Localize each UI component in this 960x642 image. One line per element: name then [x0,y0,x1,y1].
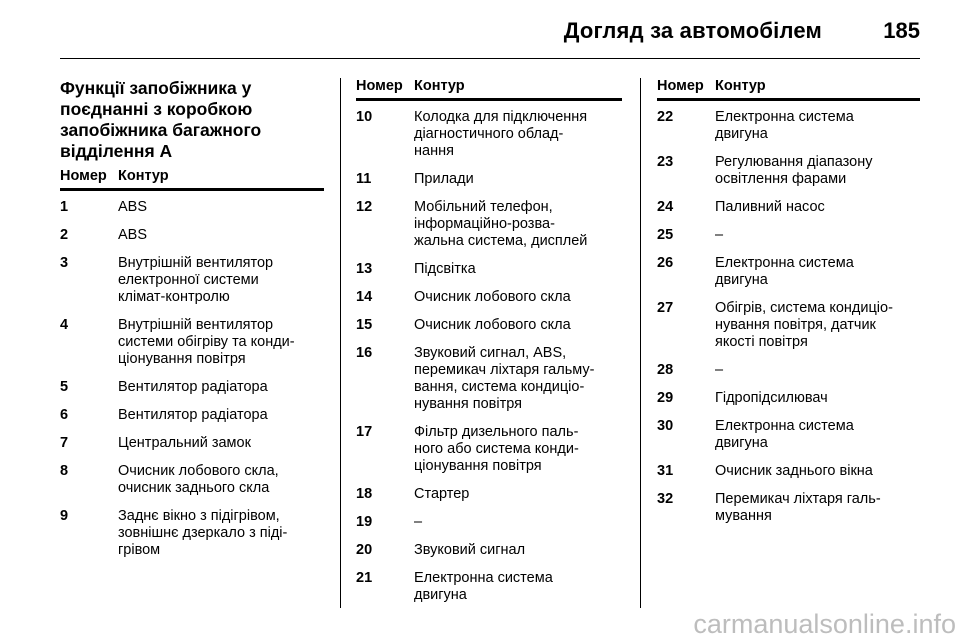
fuse-circuit: Заднє вікно з підігрівом, зовнішнє дзеркало з піді- грівом [118,508,288,558]
fuse-number: 28 [657,362,674,378]
table-row [60,508,324,559]
table-row [356,345,622,413]
fuse-number: 31 [657,463,674,479]
table-row [657,300,920,351]
fuse-circuit: Стартер [414,486,470,502]
fuse-circuit: Перемикач ліхтаря галь- мування [715,491,881,524]
fuse-number: 2 [60,227,69,243]
fuse-circuit: Вентилятор радіатора [118,407,268,423]
table-row [657,491,920,525]
fuse-circuit: Очисник лобового скла [414,317,571,333]
fuse-number: 13 [356,261,373,277]
fuse-number: 1 [60,199,69,215]
page-title: Догляд за автомобілем [563,18,822,43]
section-title: Функції запобіжника у поєднанні з коробкою запобіжника багажного відділення А [60,78,262,161]
table-row [356,109,622,160]
fuse-number: 26 [657,255,674,271]
fuse-number: 29 [657,390,674,406]
fuse-circuit: Вентилятор радіатора [118,379,268,395]
column-divider [340,78,341,608]
fuse-list [60,199,324,559]
fuse-number: 23 [657,154,674,170]
fuse-list [356,109,622,604]
table-row [356,317,622,334]
table-row [60,463,324,497]
fuse-circuit: Мобільний телефон, інформаційно-розва- жальна система, дисплей [414,199,588,249]
fuse-circuit: Гідропідсилювач [715,390,828,406]
table-row [60,379,324,396]
fuse-circuit: Електронна система двигуна [715,109,854,142]
fuse-number: 20 [356,542,373,558]
fuse-number: 15 [356,317,373,333]
header-circuit: Контур [118,168,169,184]
fuse-number: 6 [60,407,69,423]
fuse-number: 27 [657,300,674,316]
fuse-circuit: ABS [118,227,148,243]
column-1 [60,78,324,570]
fuse-number: 24 [657,199,674,215]
table-row [60,435,324,452]
fuse-circuit: Звуковий сигнал, ABS, перемикач ліхтаря гальму- вання, система кондиціо- нування повітря [414,345,595,412]
header-circuit: Контур [715,78,766,94]
header-number: Номер [60,168,107,184]
table-header [657,78,920,101]
header-number: Номер [657,78,704,94]
header-rule [60,58,920,59]
fuse-number: 14 [356,289,373,305]
fuse-number: 32 [657,491,674,507]
fuse-circuit: Підсвітка [414,261,476,277]
fuse-circuit: Центральний замок [118,435,251,451]
fuse-number: 18 [356,486,373,502]
fuse-circuit: Очисник заднього вікна [715,463,873,479]
fuse-circuit: Електронна система двигуна [715,418,854,451]
fuse-number: 3 [60,255,69,271]
table-row [60,227,324,244]
fuse-number: 22 [657,109,674,125]
table-row [657,390,920,407]
table-row [657,109,920,143]
table-row [657,199,920,216]
fuse-circuit: Регулювання діапазону освітлення фарами [715,154,873,187]
fuse-number: 25 [657,227,674,243]
table-row [657,154,920,188]
fuse-circuit: – [414,514,423,530]
table-row [356,486,622,503]
column-3 [657,78,920,536]
fuse-number: 10 [356,109,373,125]
fuse-number: 21 [356,570,373,586]
fuse-circuit: Обігрів, система кондиціо- нування повітря, датчик якості повітря [715,300,893,350]
table-row [657,227,920,244]
fuse-circuit: ABS [118,199,148,215]
table-row [356,261,622,278]
header-number: Номер [356,78,403,94]
table-row [657,255,920,289]
fuse-circuit: – [715,362,724,378]
watermark: carmanualsonline.info [693,609,956,639]
page-number: 185 [883,18,920,43]
table-row [60,407,324,424]
fuse-number: 16 [356,345,373,361]
table-row [356,171,622,188]
table-header [60,168,324,191]
fuse-number: 11 [356,171,372,187]
column-2 [356,78,622,615]
table-row [356,289,622,306]
fuse-circuit: Внутрішній вентилятор електронної системи клімат-контролю [118,255,274,305]
fuse-circuit: Внутрішній вентилятор системи обігріву та конди- ціонування повітря [118,317,295,367]
fuse-circuit: Очисник лобового скла, очисник заднього скла [118,463,279,496]
table-row [356,514,622,531]
table-row [60,255,324,306]
fuse-number: 17 [356,424,373,440]
page-header [60,14,920,46]
table-row [60,199,324,216]
table-row [356,570,622,604]
fuse-circuit: – [715,227,724,243]
fuse-circuit: Електронна система двигуна [715,255,854,288]
fuse-circuit: Колодка для підключення діагностичного облад- нання [414,109,588,159]
table-row [356,424,622,475]
table-row [60,317,324,368]
fuse-number: 8 [60,463,69,479]
fuse-circuit: Звуковий сигнал [414,542,526,558]
table-header [356,78,622,101]
fuse-number: 19 [356,514,373,530]
fuse-number: 5 [60,379,69,395]
table-row [657,418,920,452]
fuse-number: 4 [60,317,69,333]
column-divider [640,78,641,608]
table-row [356,542,622,559]
table-row [657,463,920,480]
header-circuit: Контур [414,78,465,94]
fuse-circuit: Прилади [414,171,474,187]
fuse-circuit: Фільтр дизельного паль- ного або система конди- ціонування повітря [414,424,579,474]
fuse-list [657,109,920,525]
fuse-circuit: Очисник лобового скла [414,289,571,305]
table-row [657,362,920,379]
fuse-circuit: Паливний насос [715,199,825,215]
fuse-number: 12 [356,199,373,215]
table-row [356,199,622,250]
fuse-circuit: Електронна система двигуна [414,570,553,603]
fuse-number: 7 [60,435,69,451]
fuse-number: 9 [60,508,69,524]
fuse-number: 30 [657,418,674,434]
